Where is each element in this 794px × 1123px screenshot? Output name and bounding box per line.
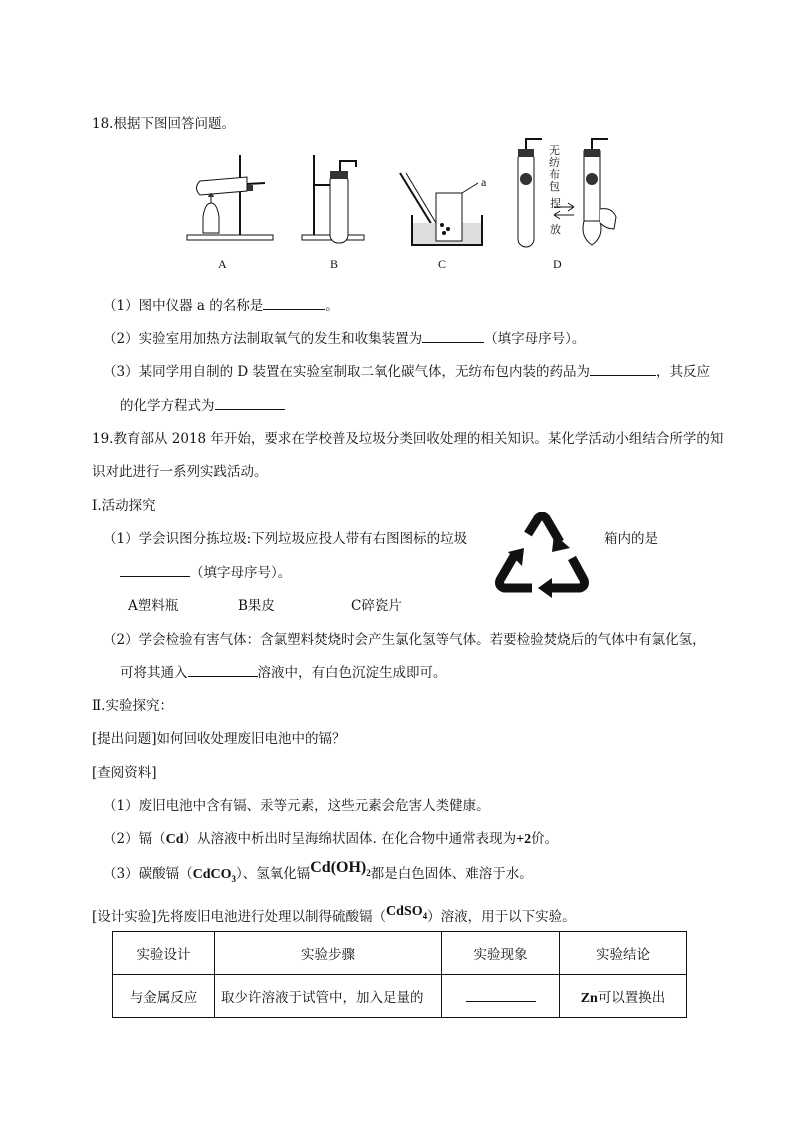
answer-blank[interactable]: [466, 987, 536, 1002]
apparatus-a: [185, 155, 275, 265]
material-3: （3）碳酸镉（CdCO$_3$）、氢氧化镉$Cd(OH)_2$都是白色固体、难溶于水。: [103, 859, 533, 884]
recycle-icon: [494, 512, 590, 598]
q19-part2-line1: （2）学会检验有害气体：含氯塑料焚烧时会产生氯化氢等气体。若要检验焚烧后的气体中有氯化氢，: [103, 632, 706, 648]
header-phenomenon: 实验现象: [442, 932, 560, 975]
answer-blank[interactable]: [263, 295, 325, 310]
section-1-title: I.活动探究: [92, 498, 156, 514]
answer-blank[interactable]: [120, 562, 190, 577]
option-c: C碎瓷片: [351, 598, 402, 614]
apparatus-d: [510, 137, 620, 257]
q19-part2-line2: 可将其通入 溶液中，有白色沉淀生成即可。: [120, 661, 447, 681]
option-a: A塑料瓶: [128, 598, 179, 614]
label-b: B: [330, 257, 339, 271]
row-phenomenon: [442, 975, 560, 1018]
answer-blank[interactable]: [215, 395, 285, 410]
q18-part3: （3）某同学用自制的 D 装置在实验室制取二氧化碳气体，无纺布包内装的药品为 ，其反应: [103, 360, 710, 380]
table-header-row: [113, 932, 687, 975]
label-c: C: [438, 257, 447, 271]
q19-header-line1: 19.教育部从 2018 年开始，要求在学校普及垃圾分类回收处理的相关知识。某化学活动小组结合所学的知: [92, 431, 724, 447]
table-row: [113, 975, 687, 1018]
bag-label: 无 纺 布 包: [549, 145, 560, 193]
q18-header: 18.根据下图回答问题。: [92, 116, 235, 132]
row-conclusion: Zn可以置换出: [560, 975, 687, 1018]
header-design: 实验设计: [113, 932, 215, 975]
materials-header: [查阅资料]: [92, 765, 157, 781]
label-d: D: [553, 257, 562, 271]
release-label: 放: [550, 224, 561, 236]
q18-part1: （1）图中仪器 a 的名称是 。: [103, 294, 339, 314]
header-step: 实验步骤: [215, 932, 442, 975]
label-instrument-a: a: [481, 175, 487, 189]
question-prompt: [提出问题]如何回收处理废旧电池中的镉？: [92, 731, 346, 747]
answer-blank[interactable]: [590, 361, 656, 376]
q19-part1-b: 箱内的是: [604, 531, 658, 547]
header-conclusion: 实验结论: [560, 932, 687, 975]
q18-figure: [180, 135, 620, 275]
section-2-title: Ⅱ.实验探究：: [92, 698, 173, 714]
apparatus-b: [300, 153, 370, 263]
material-2: （2）镉（Cd）从溶液中析出时呈海绵状固体. 在化合物中通常表现为+2价。: [103, 831, 559, 847]
label-a: A: [218, 257, 227, 271]
squeeze-label: 捏: [550, 198, 561, 210]
option-b: B果皮: [238, 598, 275, 614]
answer-blank[interactable]: [188, 662, 258, 677]
material-1: （1）废旧电池中含有镉、汞等元素，这些元素会危害人类健康。: [103, 798, 490, 814]
row-step: 取少许溶液于试管中，加入足量的: [215, 975, 442, 1018]
design-experiment: [设计实验]先将废旧电池进行处理以制得硫酸镉（CdSO$_4$）溶液，用于以下实验。: [92, 904, 576, 925]
q19-part1-line2: （填字母序号）。: [120, 561, 291, 581]
row-design: 与金属反应: [113, 975, 215, 1018]
answer-blank[interactable]: [422, 328, 484, 343]
q18-part2: （2）实验室用加热方法制取氧气的发生和收集装置为 （填字母序号）。: [103, 327, 585, 347]
q18-part3-line2: 的化学方程式为: [120, 394, 285, 414]
q19-header-line2: 识对此进行一系列实践活动。: [92, 464, 268, 480]
experiment-table: [112, 931, 687, 1018]
apparatus-c: [392, 153, 502, 263]
q19-part1-a: （1）学会识图分拣垃圾:下列垃圾应投人带有右图图标的垃圾: [103, 531, 468, 547]
